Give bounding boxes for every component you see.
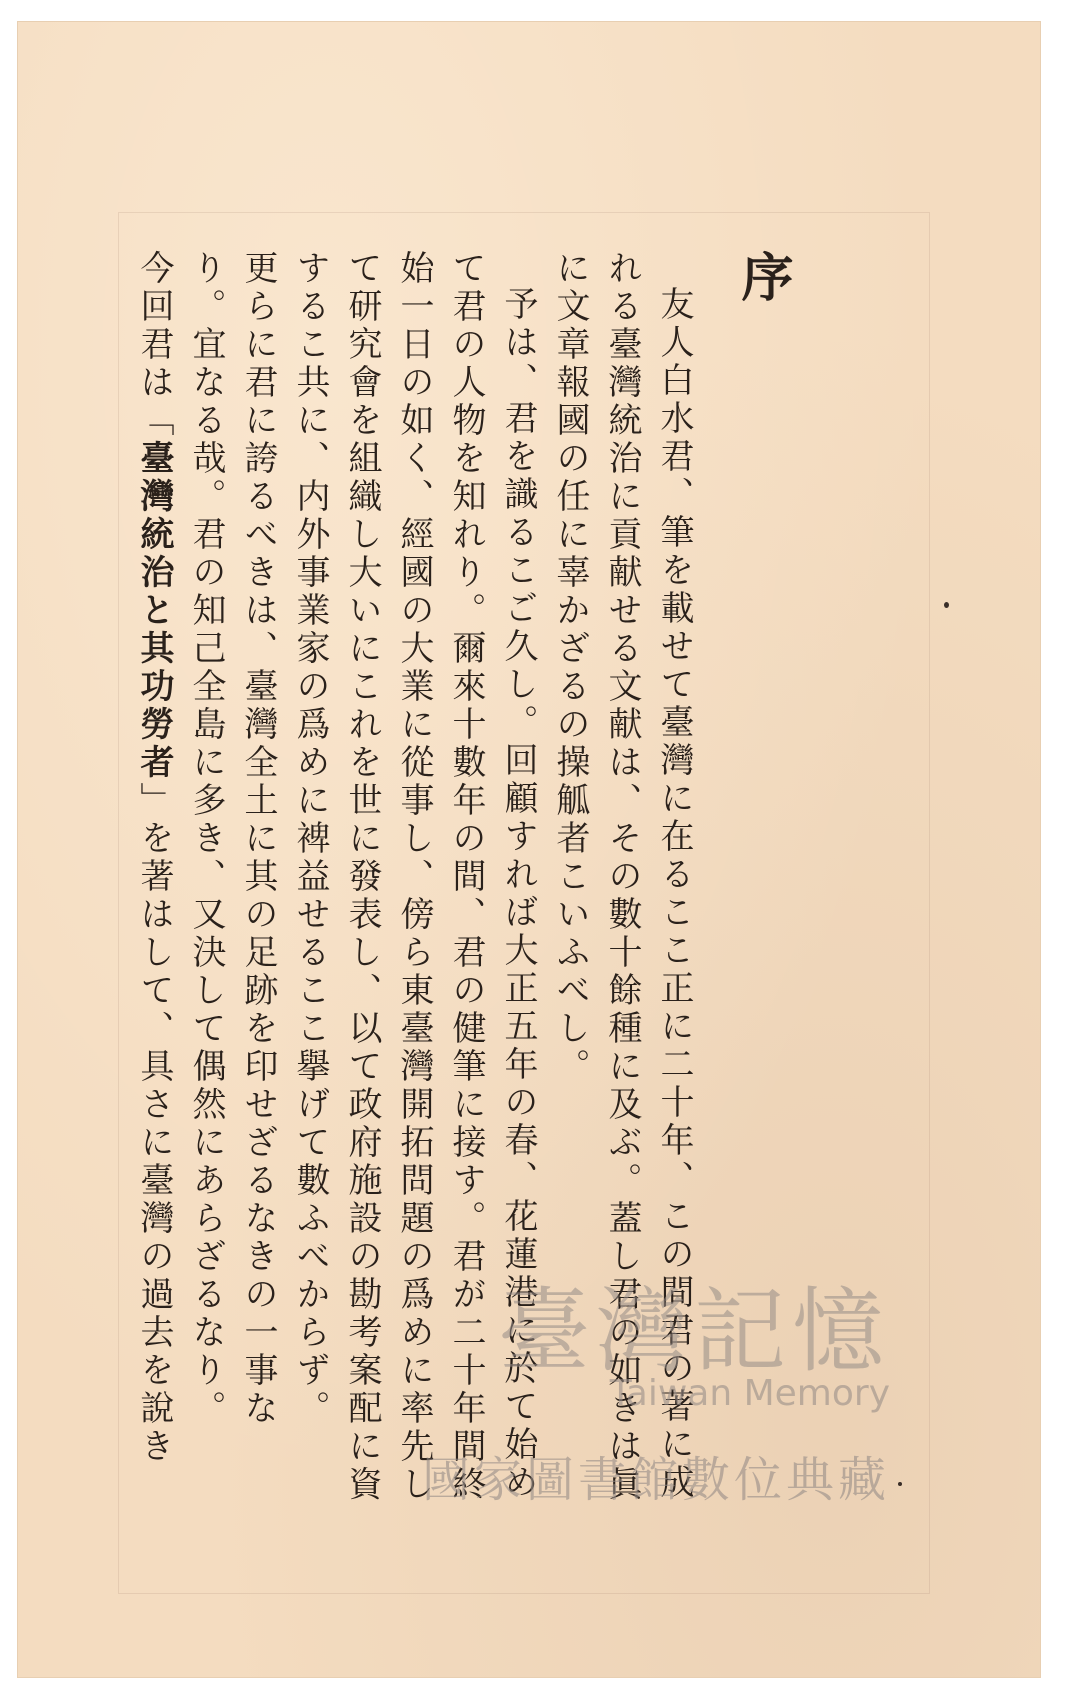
text-line-6: 始一日の如く、經國の大業に從事し、傍ら東臺灣開拓問題の爲めに率先し [394, 250, 434, 1504]
vertical-text-body [102, 250, 802, 1610]
last-line-before: 今回君は「 [134, 250, 174, 440]
text-line-9: 更らに君に誇るべきは、臺灣全土に其の足跡を印せざるなきの一事な [238, 250, 278, 1428]
watermark-logo-text: 臺灣記憶 [497, 1278, 890, 1385]
text-line-4: 予は、君を識るこご久し。回顧すれば大正五年の春、花蓮港に於て始め [498, 286, 538, 1502]
watermark-english: Taiwan Memory [609, 1373, 890, 1414]
page-title: 序 [732, 250, 793, 302]
paper-speck [944, 602, 949, 608]
text-line-10: り。宜なる哉。君の知己全島に多き、又決して偶然にあらざるなり。 [186, 250, 226, 1428]
text-line-8: するこ共に、内外事業家の爲めに裨益せるここ擧げて數ふべからず。 [290, 250, 330, 1428]
text-line-5: て君の人物を知れり。爾來十數年の間、君の健筆に接す。君が二十年間終 [446, 250, 486, 1504]
text-line-3: に文章報國の任に辜かざるの操觚者こいふべし。 [550, 250, 590, 1086]
last-line-after: 」を著はして、具さに臺灣の過去を說き [134, 782, 174, 1466]
watermark-subtitle: 國家圖書館數位典藏 [421, 1452, 890, 1508]
paper-speck [898, 1482, 902, 1486]
book-title: 臺灣統治と其功勞者 [134, 440, 174, 782]
text-line-7: て研究會を組織し大いにこれを世に發表し、以て政府施設の勘考案配に資 [342, 250, 382, 1504]
text-line-2: れる臺灣統治に貢献せる文献は、その數十餘種に及ぶ。蓋し君の如きは眞 [602, 250, 642, 1504]
page-sheet [18, 22, 1040, 1677]
text-line-11 [128, 250, 180, 1610]
text-line-1: 友人白水君、筆を載せて臺灣に在るここ正に二十年、この間君の著に成 [654, 286, 694, 1502]
